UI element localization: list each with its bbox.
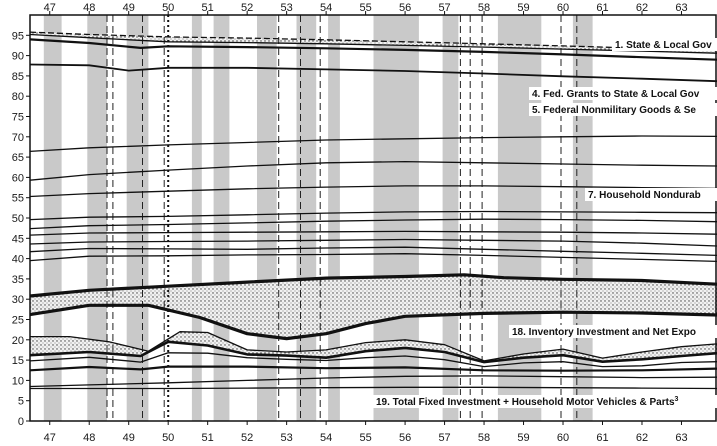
x-tick-label-top-63: 63 [675,2,688,14]
y-tick-label-95: 95 [11,30,24,43]
y-tick-label-55: 55 [11,192,24,205]
y-tick-label-60: 60 [11,172,24,185]
x-tick-label-top-56: 56 [398,2,412,14]
x-tick-label-bottom-54: 54 [319,432,333,444]
label-text-5: 5. Federal Nonmilitary Goods & Se [532,105,696,116]
y-tick-label-40: 40 [11,253,24,266]
y-tick-label-90: 90 [11,50,24,63]
x-tick-label-bottom-63: 63 [675,432,688,444]
x-tick-label-bottom-48: 48 [83,432,96,444]
y-tick-label-75: 75 [11,111,24,124]
shaded-period-4 [214,15,230,421]
x-tick-label-bottom-57: 57 [438,432,451,444]
y-tick-label-25: 25 [11,314,24,327]
y-tick-label-5: 5 [17,395,24,408]
x-tick-label-bottom-60: 60 [556,432,570,444]
x-tick-label-top-58: 58 [477,2,491,14]
x-tick-label-bottom-58: 58 [477,432,491,444]
label-text-19: 19. Total Fixed Investment + Household Motor Vehicles & Parts$^3$ [376,396,679,408]
y-tick-label-30: 30 [11,294,24,307]
x-tick-label-top-50: 50 [162,2,175,14]
label-19 [373,395,717,408]
x-tick-label-bottom-61: 61 [596,432,609,444]
x-tick-label-bottom-52: 52 [241,432,254,444]
x-tick-label-top-49: 49 [122,2,135,14]
x-tick-label-bottom-49: 49 [122,432,135,444]
label-7 [585,188,717,201]
shaded-period-5 [257,15,277,421]
y-tick-label-15: 15 [11,355,24,368]
label-text-18: 18. Inventory Investment and Net Expo [512,327,696,338]
shaded-period-3 [192,15,202,421]
y-tick-label-65: 65 [11,152,24,165]
x-tick-label-top-54: 54 [319,2,333,14]
shaded-period-1 [87,15,107,421]
x-tick-label-top-53: 53 [280,2,293,14]
shaded-period-8 [374,15,419,421]
label-18 [509,325,717,338]
label-1 [612,38,717,51]
x-tick-label-top-60: 60 [556,2,570,14]
label-5 [529,103,717,116]
label-4 [529,87,717,100]
x-tick-label-bottom-55: 55 [359,432,372,444]
x-tick-label-top-55: 55 [359,2,372,14]
x-tick-label-bottom-51: 51 [201,432,214,444]
y-tick-label-45: 45 [11,233,24,246]
x-tick-label-bottom-53: 53 [280,432,293,444]
x-tick-label-top-57: 57 [438,2,451,14]
y-tick-label-10: 10 [11,375,24,388]
x-tick-label-top-51: 51 [201,2,214,14]
label-text-4: 4. Fed. Grants to State & Local Gov [532,89,700,100]
label-text-1: 1. State & Local Gov [615,40,712,51]
x-tick-label-bottom-50: 50 [162,432,175,444]
x-tick-label-bottom-59: 59 [517,432,530,444]
x-tick-label-top-48: 48 [83,2,96,14]
y-tick-label-35: 35 [11,273,24,286]
y-tick-label-20: 20 [11,334,24,347]
label-superscript: 3 [674,396,679,403]
y-tick-label-50: 50 [11,213,24,225]
x-tick-label-top-47: 47 [43,2,56,14]
x-tick-label-bottom-56: 56 [398,432,412,444]
y-tick-label-0: 0 [17,416,24,428]
x-tick-label-top-61: 61 [596,2,609,14]
label-text-7: 7. Household Nondurab [588,190,701,201]
y-tick-label-80: 80 [11,91,24,104]
x-tick-label-bottom-47: 47 [43,432,56,444]
x-tick-label-top-59: 59 [517,2,530,14]
x-tick-label-top-52: 52 [241,2,254,14]
x-tick-label-bottom-62: 62 [635,432,649,444]
y-tick-label-70: 70 [11,131,24,144]
y-tick-label-85: 85 [11,70,24,83]
x-tick-label-top-62: 62 [635,2,649,14]
